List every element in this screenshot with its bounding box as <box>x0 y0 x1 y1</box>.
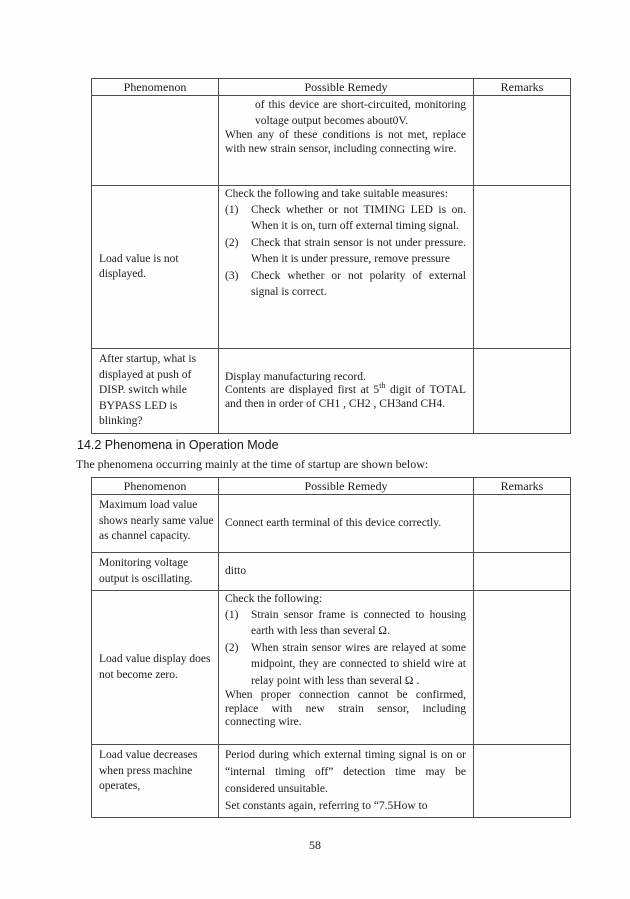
remarks-cell <box>474 553 571 591</box>
phenomenon-cell: After startup, what is displayed at push of DISP. switch while BYPASS LED is blinking? <box>92 349 219 434</box>
list-item-number: (1) <box>225 608 239 621</box>
remedy-paragraph <box>225 381 466 411</box>
list-item-text: Check whether or not TIMING LED is on. When it is on, turn off external timing signal. <box>251 203 466 232</box>
superscript-th: th <box>379 381 386 391</box>
operation-phenomena-table <box>91 477 571 818</box>
remedy-intro: Check the following: <box>225 593 323 605</box>
remedy-paragraph: Period during which external timing signal is on or “internal timing off” detection time may be considered unsuitable. <box>225 749 466 795</box>
list-item-text: When strain sensor wires are relayed at some midpoint, they are connected to shield wire at relay point with less than several Ω . <box>251 641 466 687</box>
remarks-cell <box>474 349 571 434</box>
remedy-paragraph: When proper connection cannot be confirmed, replace with new strain sensor, including connecting wire. <box>225 689 466 728</box>
remedy-cell: ditto <box>219 553 474 591</box>
table-header-row <box>92 79 571 96</box>
remedy-cell <box>219 96 474 186</box>
remedy-cell <box>219 745 474 818</box>
remedy-cell: Connect earth terminal of this device correctly. <box>219 495 474 553</box>
remarks-cell <box>474 591 571 745</box>
remedy-list-item <box>225 268 466 301</box>
table-row <box>92 186 571 349</box>
phenomenon-cell: Load value decreases when press machine operates, <box>92 745 219 818</box>
table-row <box>92 745 571 818</box>
page-number: 58 <box>309 838 321 852</box>
startup-phenomena-table <box>91 78 571 434</box>
column-header-phenomenon: Phenomenon <box>92 478 219 495</box>
phenomenon-cell: Load value display does not become zero. <box>92 591 219 745</box>
list-item-text: Check whether or not polarity of external signal is correct. <box>251 269 466 298</box>
remedy-paragraph: Display manufacturing record. <box>225 370 366 383</box>
table-row <box>92 349 571 434</box>
list-item-number: (3) <box>225 269 239 282</box>
column-header-remedy: Possible Remedy <box>219 478 474 495</box>
remedy-cell <box>219 591 474 745</box>
remarks-cell <box>474 96 571 186</box>
table-header-row <box>92 478 571 495</box>
remedy-indented-paragraph: of this device are short-circuited, monitoring voltage output becomes about0V. <box>255 99 466 127</box>
remedy-cell <box>219 186 474 349</box>
remedy-cell <box>219 349 474 434</box>
section-heading: 14.2 Phenomena in Operation Mode <box>77 438 279 452</box>
remedy-text: Contents are displayed first at 5 <box>225 384 380 396</box>
table-row <box>92 553 571 591</box>
remedy-list-item <box>225 640 466 690</box>
list-item-number: (1) <box>225 203 239 216</box>
column-header-remarks: Remarks <box>474 79 571 96</box>
remedy-paragraph: Set constants again, referring to “7.5How to <box>225 800 428 812</box>
table-row <box>92 96 571 186</box>
remedy-list-item <box>225 202 466 235</box>
phenomenon-cell <box>92 96 219 186</box>
list-item-text: Check that strain sensor is not under pressure. When it is under pressure, remove pressure <box>251 236 466 265</box>
table-row <box>92 495 571 553</box>
remarks-cell <box>474 495 571 553</box>
phenomenon-cell: Maximum load value shows nearly same value as channel capacity. <box>92 495 219 553</box>
remedy-list-item <box>225 607 466 640</box>
list-item-number: (2) <box>225 641 239 654</box>
column-header-phenomenon: Phenomenon <box>92 79 219 96</box>
remedy-list-item <box>225 235 466 268</box>
remarks-cell <box>474 186 571 349</box>
phenomenon-cell: Load value is not displayed. <box>92 186 219 349</box>
table-row <box>92 591 571 745</box>
list-item-number: (2) <box>225 236 239 249</box>
remarks-cell <box>474 745 571 818</box>
column-header-remarks: Remarks <box>474 478 571 495</box>
remedy-paragraph: When any of these conditions is not met, replace with new strain sensor, including connecting wire. <box>225 129 466 155</box>
column-header-remedy: Possible Remedy <box>219 79 474 96</box>
phenomenon-cell: Monitoring voltage output is oscillating. <box>92 553 219 591</box>
section-intro: The phenomena occurring mainly at the time of startup are shown below: <box>76 457 429 471</box>
remedy-text: digit of TOTAL and then in order of CH1 , CH2 , CH3and CH4. <box>225 384 466 410</box>
list-item-text: Strain sensor frame is connected to housing earth with less than several Ω. <box>251 608 466 637</box>
remedy-intro: Check the following and take suitable measures: <box>225 188 448 200</box>
